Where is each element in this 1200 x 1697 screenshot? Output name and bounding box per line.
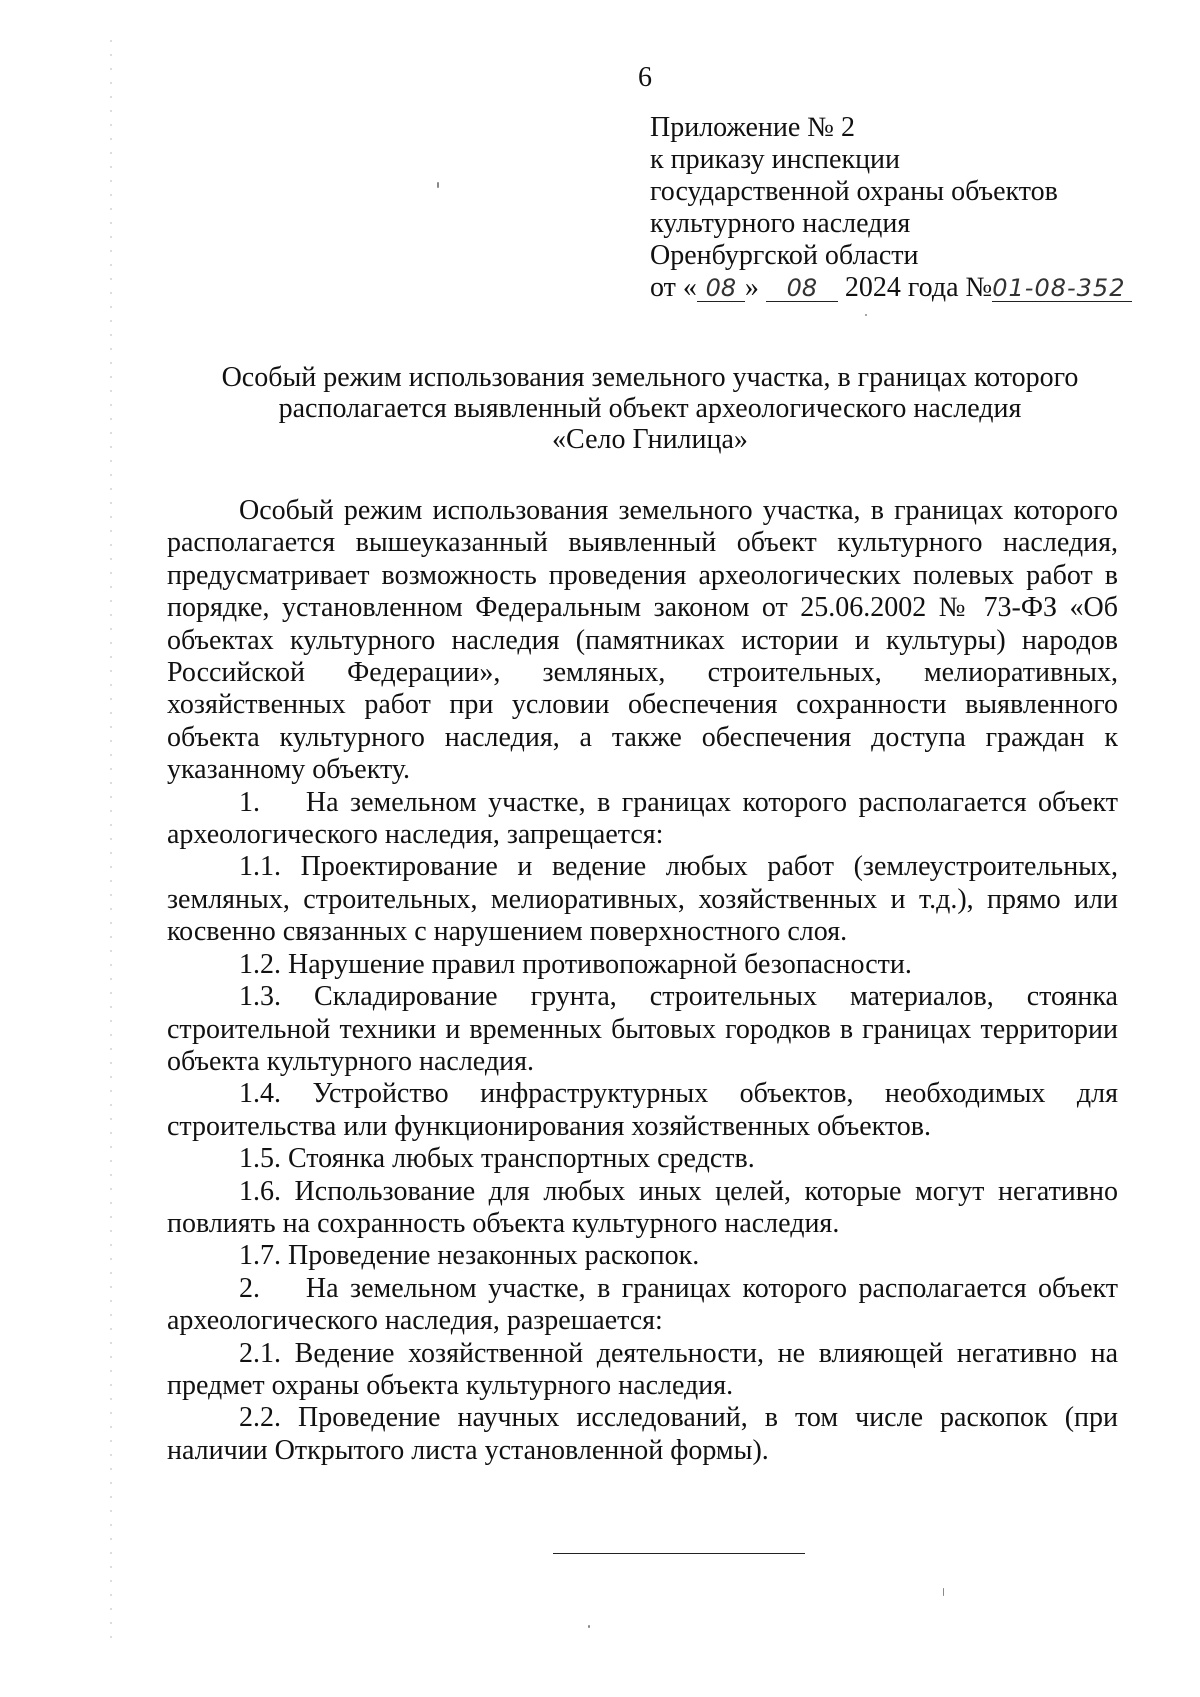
paragraph-1-3: 1.3. Складирование грунта, строительных материалов, стоянка строительной техники и временных бытовых городков в границах территории объекта культурного наследия. [167,981,1118,1077]
title-line-2: располагается выявленный объект археологического наследия [278,393,1022,424]
paragraph-1-7: 1.7. Проведение незаконных раскопок. [239,1240,700,1272]
scan-margin-marks [110,40,112,1640]
document-body [167,495,1118,1467]
date-year: 2024 года № [844,272,993,303]
end-of-document-rule [553,1553,805,1554]
scan-speck [588,1625,590,1628]
document-title [100,362,1200,455]
appendix-line-4: культурного наследия [650,208,911,239]
paragraph-1-2: 1.2. Нарушение правил противопожарной безопасности. [239,948,912,980]
paragraph-1-1: 1.1. Проектирование и ведение любых работ (землеустроительных, земляных, строительных, мелиоративных, хозяйственных и т.д.), прямо или косвенно связанных с нарушением поверхностного слоя. [167,851,1118,948]
scan-speck [437,182,439,188]
paragraph-2: 2. На земельном участке, в границах которого располагается объект археологического наследия, разрешается: [167,1272,1118,1337]
appendix-date-line [650,272,1170,304]
paragraph-1-5: 1.5. Стоянка любых транспортных средств. [239,1143,755,1175]
title-line-3: «Село Гнилица» [552,424,748,455]
paragraph-2-2: 2.2. Проведение научных исследований, в том числе раскопок (при наличии Открытого листа установленной формы). [167,1402,1118,1466]
paragraph-intro: Особый режим использования земельного участка, в границах которого располагается вышеуказанный выявленный объект культурного наследия, предусматривает возможность проведения археологических полевых работ в порядке, установленном Федеральным законом от 25.06.2002 № 73-ФЗ «Об объектах культурного наследия (памятниках истории и культуры) народов Российской Федерации», земляных, строительных, мелиоративных, хозяйственных работ при условии обеспечения сохранности выявленного объекта культурного наследия, а также обеспечения доступа граждан к указанному объекту. [167,495,1118,786]
appendix-line-5: Оренбургской области [650,240,919,271]
paragraph-1-6: 1.6. Использование для любых иных целей, которые могут негативно повлиять на сохранность объекта культурного наследия. [167,1175,1118,1239]
handwritten-month: 08 [766,275,838,302]
appendix-line-2: к приказу инспекции [650,144,901,175]
handwritten-order-number: 01-08-352 [992,275,1132,302]
scan-speck [943,1588,944,1596]
handwritten-day: 08 [697,275,745,302]
appendix-header [650,112,1170,304]
date-quote: » [744,272,759,303]
appendix-line-1: Приложение № 2 [650,112,855,143]
appendix-line-3: государственной охраны объектов [650,176,1058,207]
scan-speck [865,314,867,316]
title-line-1: Особый режим использования земельного участка, в границах которого [221,362,1079,393]
date-prefix: от « [650,272,697,303]
page-number: 6 [638,62,652,93]
paragraph-2-1: 2.1. Ведение хозяйственной деятельности, не влияющей негативно на предмет охраны объекта культурного наследия. [167,1337,1118,1401]
paragraph-1: 1. На земельном участке, в границах которого располагается объект археологического наследия, запрещается: [167,786,1118,851]
paragraph-1-4: 1.4. Устройство инфраструктурных объектов, необходимых для строительства или функционирования хозяйственных объектов. [167,1078,1118,1142]
